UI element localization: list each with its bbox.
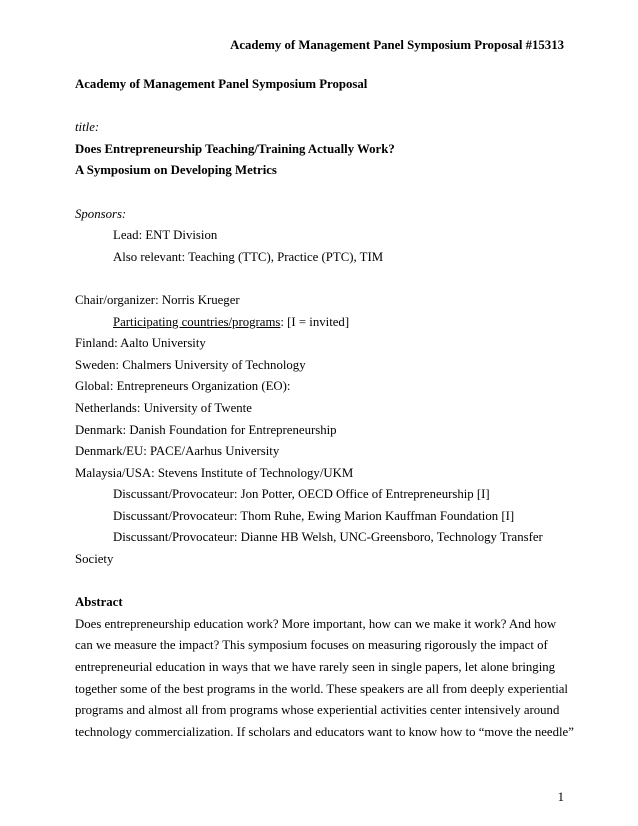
participating-line: [75, 312, 565, 334]
spacer: [75, 571, 565, 593]
abstract-line: technology commercialization. If scholars and educators want to know how to “move the needle”: [75, 724, 574, 739]
country-item: Finland: Aalto University: [75, 336, 206, 351]
document-body: [75, 74, 574, 743]
abstract-line: Does entrepreneurship education work? More important, how can we make it work? And how: [75, 616, 557, 631]
abstract-line: together some of the best programs in the world. These speakers are all from deeply experiential: [75, 681, 568, 696]
participating-note: : [I = invited]: [280, 314, 350, 329]
country-item: Sweden: Chalmers University of Technology: [75, 357, 306, 372]
discussant-item: Discussant/Provocateur: Dianne HB Welsh, UNC-Greensboro, Technology Transfer: [113, 530, 543, 545]
country-item: Denmark: Danish Foundation for Entrepreneurship: [75, 422, 337, 437]
spacer: [75, 96, 565, 118]
participating-label: Participating countries/programs: [113, 314, 281, 329]
sponsors-label: Sponsors:: [75, 206, 127, 221]
abstract-label: Abstract: [75, 595, 123, 610]
discussant-wrap: Society: [75, 552, 114, 567]
page-number: 1: [557, 790, 564, 804]
abstract-line: programs and almost all from programs whose experiential activities center intensively around: [75, 703, 560, 718]
abstract-line: can we measure the impact? This symposium focuses on measuring rigorously the impact of: [75, 638, 548, 653]
country-item: Global: Entrepreneurs Organization (EO):: [75, 379, 291, 394]
sponsors-also: Also relevant: Teaching (TTC), Practice (PTC), TIM: [113, 249, 384, 264]
sponsors-lead: Lead: ENT Division: [113, 228, 218, 243]
title-line-1: Does Entrepreneurship Teaching/Training Actually Work?: [75, 141, 395, 156]
country-item: Malaysia/USA: Stevens Institute of Technology/UKM: [75, 465, 354, 480]
spacer: [75, 182, 565, 204]
spacer: [75, 268, 565, 290]
title-line-2: A Symposium on Developing Metrics: [75, 163, 277, 178]
document-heading: Academy of Management Panel Symposium Proposal: [75, 77, 368, 91]
title-label: title:: [75, 120, 100, 135]
discussant-item: Discussant/Provocateur: Jon Potter, OECD Office of Entrepreneurship [I]: [113, 487, 490, 502]
country-item: Netherlands: University of Twente: [75, 400, 252, 415]
chair-line: Chair/organizer: Norris Krueger: [75, 292, 240, 307]
abstract-line: entrepreneurial education in ways that we have rarely seen in single papers, let alone bringing: [75, 660, 556, 675]
running-header: Academy of Management Panel Symposium Proposal #15313: [230, 38, 564, 52]
discussant-item: Discussant/Provocateur: Thom Ruhe, Ewing Marion Kauffman Foundation [I]: [113, 508, 515, 523]
country-item: Denmark/EU: PACE/Aarhus University: [75, 444, 280, 459]
